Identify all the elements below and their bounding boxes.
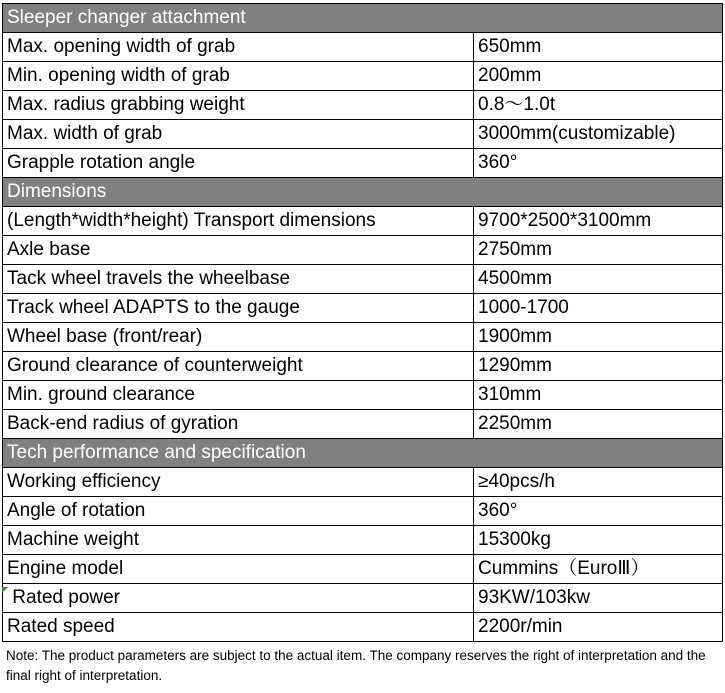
spec-label: Track wheel ADAPTS to the gauge xyxy=(3,294,474,323)
table-row xyxy=(3,294,723,323)
spec-label: Axle base xyxy=(3,236,474,265)
section-header-row xyxy=(3,4,723,33)
spec-value: 4500mm xyxy=(474,265,723,294)
spec-value: 2200r/min xyxy=(474,613,723,642)
table-row xyxy=(3,236,723,265)
spec-label: Working efficiency xyxy=(3,468,474,497)
spec-label: Ground clearance of counterweight xyxy=(3,352,474,381)
spec-value: 9700*2500*3100mm xyxy=(474,207,723,236)
spec-value: Cummins（EuroⅢ） xyxy=(474,555,723,584)
table-row xyxy=(3,352,723,381)
spec-value: 2750mm xyxy=(474,236,723,265)
spec-label: Max. width of grab xyxy=(3,120,474,149)
section-title: Sleeper changer attachment xyxy=(3,4,723,33)
spec-table xyxy=(2,3,723,642)
spec-label: Angle of rotation xyxy=(3,497,474,526)
spec-label: Min. opening width of grab xyxy=(3,62,474,91)
table-row xyxy=(3,207,723,236)
table-row xyxy=(3,149,723,178)
table-row xyxy=(3,265,723,294)
spec-value: 3000mm(customizable) xyxy=(474,120,723,149)
table-row xyxy=(3,410,723,439)
table-row xyxy=(3,33,723,62)
spec-table-body xyxy=(3,4,723,642)
spec-label: Wheel base (front/rear) xyxy=(3,323,474,352)
table-row xyxy=(3,91,723,120)
spec-label: Max. radius grabbing weight xyxy=(3,91,474,120)
spec-value: 1290mm xyxy=(474,352,723,381)
spec-value: 2250mm xyxy=(474,410,723,439)
spec-value: 200mm xyxy=(474,62,723,91)
spec-label: Rated speed xyxy=(3,613,474,642)
spec-value: 310mm xyxy=(474,381,723,410)
footnote: Note: The product parameters are subject to the actual item. The company reserves the right of interpretation and the final right of interpretation. xyxy=(6,648,706,683)
spec-label: Min. ground clearance xyxy=(3,381,474,410)
spec-label: Tack wheel travels the wheelbase xyxy=(3,265,474,294)
table-row xyxy=(3,468,723,497)
spec-value: 650mm xyxy=(474,33,723,62)
spec-value: 15300kg xyxy=(474,526,723,555)
spec-label: Back-end radius of gyration xyxy=(3,410,474,439)
spec-value: 0.8～1.0t xyxy=(474,91,723,120)
spec-value: ≥40pcs/h xyxy=(474,468,723,497)
table-row xyxy=(3,323,723,352)
table-row xyxy=(3,497,723,526)
spec-label: Grapple rotation angle xyxy=(3,149,474,178)
spec-value: 1000-1700 xyxy=(474,294,723,323)
table-row xyxy=(3,381,723,410)
spec-label: Rated power xyxy=(3,584,474,613)
spec-label: Machine weight xyxy=(3,526,474,555)
spec-value: 360° xyxy=(474,149,723,178)
table-row xyxy=(3,120,723,149)
section-header-row xyxy=(3,178,723,207)
spec-label: (Length*width*height) Transport dimensions xyxy=(3,207,474,236)
cell-comment-marker xyxy=(2,587,8,593)
spec-label: Max. opening width of grab xyxy=(3,33,474,62)
table-row xyxy=(3,62,723,91)
spec-label: Engine model xyxy=(3,555,474,584)
table-row xyxy=(3,555,723,584)
section-header-row xyxy=(3,439,723,468)
table-row xyxy=(3,526,723,555)
section-title: Tech performance and specification xyxy=(3,439,723,468)
spec-value: 1900mm xyxy=(474,323,723,352)
table-row xyxy=(3,584,723,613)
spec-value: 360° xyxy=(474,497,723,526)
table-row xyxy=(3,613,723,642)
spec-value: 93KW/103kw xyxy=(474,584,723,613)
section-title: Dimensions xyxy=(3,178,723,207)
